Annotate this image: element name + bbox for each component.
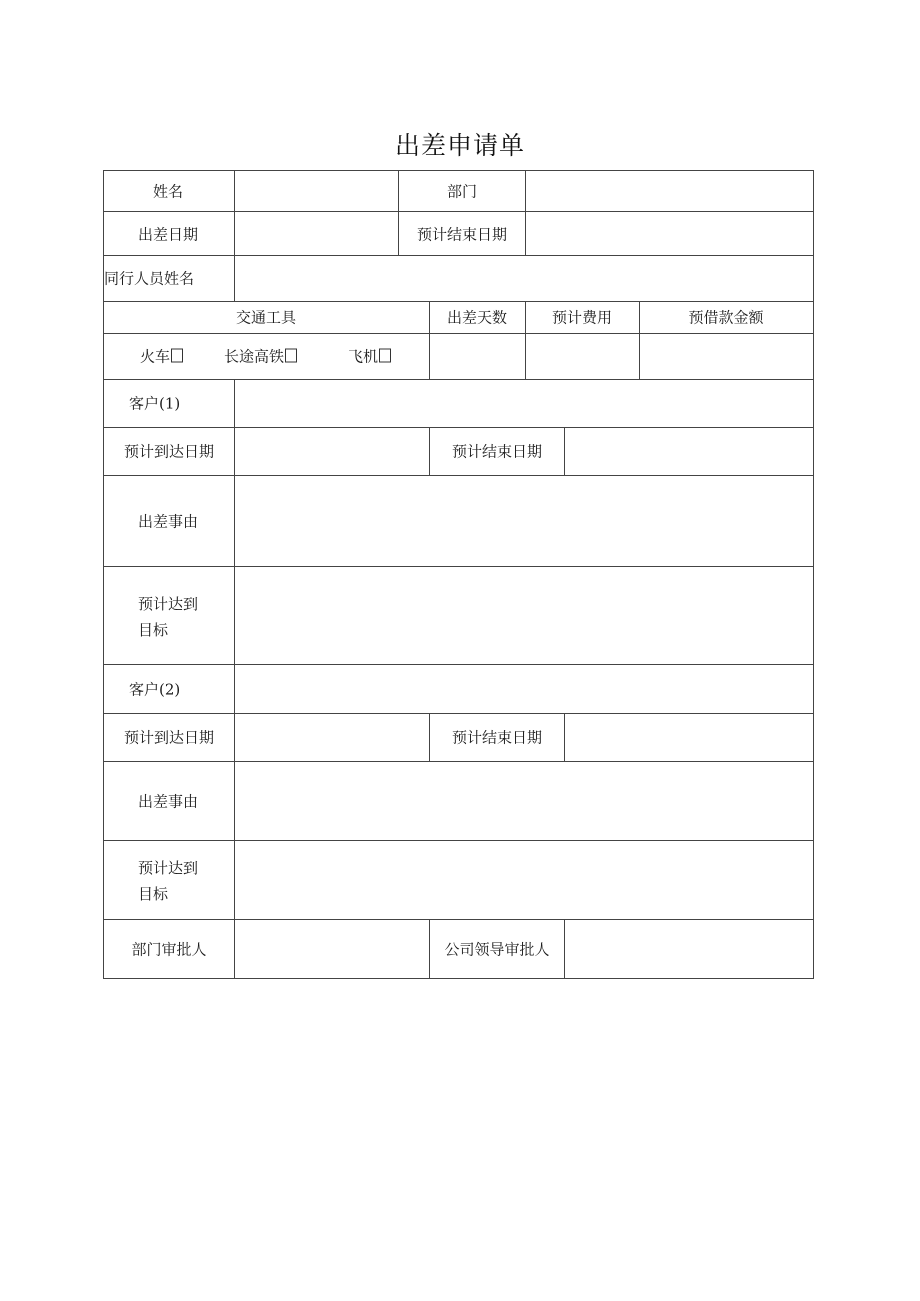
leader-approver-field[interactable] — [565, 920, 813, 978]
label-end-date-1: 预计结束日期 — [451, 442, 543, 461]
label-dept-approver: 部门审批人 — [131, 940, 207, 959]
label-goal-2-line1: 预计达到 — [138, 859, 199, 877]
label-client-1: 客户(1) — [129, 394, 181, 413]
label-reason-2: 出差事由 — [137, 792, 199, 811]
hsr-checkbox[interactable] — [285, 349, 297, 363]
hsr-label: 长途高铁 — [224, 347, 285, 366]
label-arrival-date-1: 预计到达日期 — [123, 442, 215, 461]
travel-request-form — [103, 170, 814, 979]
end-date-1-field[interactable] — [565, 428, 813, 475]
goal-2-field[interactable] — [235, 841, 817, 923]
label-arrival-date-2: 预计到达日期 — [123, 728, 215, 747]
transport-option-train[interactable] — [140, 346, 183, 367]
companions-field[interactable] — [235, 256, 813, 301]
label-end-date-2: 预计结束日期 — [451, 728, 543, 747]
plane-checkbox[interactable] — [379, 349, 391, 363]
plane-label: 飞机 — [348, 347, 379, 366]
end-date-2-field[interactable] — [565, 714, 813, 761]
arrival-date-1-field[interactable] — [235, 428, 429, 475]
estimated-cost-field[interactable] — [526, 334, 639, 379]
goal-1-field[interactable] — [235, 567, 817, 668]
label-trip-days: 出差天数 — [446, 308, 508, 327]
dept-approver-field[interactable] — [235, 920, 429, 978]
label-expected-end-date: 预计结束日期 — [416, 225, 508, 244]
name-field[interactable] — [235, 171, 398, 211]
reason-1-field[interactable] — [235, 476, 817, 570]
reason-2-field[interactable] — [235, 762, 817, 844]
label-goal-1-line1: 预计达到 — [138, 595, 199, 613]
client-1-field[interactable] — [235, 380, 813, 427]
department-field[interactable] — [526, 171, 813, 211]
label-transport: 交通工具 — [235, 308, 297, 327]
label-reason-1: 出差事由 — [137, 512, 199, 531]
client-2-field[interactable] — [235, 665, 813, 713]
train-label: 火车 — [140, 347, 171, 366]
transport-option-hsr[interactable] — [224, 346, 297, 367]
expected-end-date-field[interactable] — [526, 212, 813, 255]
label-goal-2-line2: 目标 — [138, 885, 169, 903]
arrival-date-2-field[interactable] — [235, 714, 429, 761]
label-department: 部门 — [446, 182, 478, 201]
advance-amount-field[interactable] — [640, 334, 813, 379]
label-estimated-cost: 预计费用 — [551, 308, 613, 327]
label-advance-amount: 预借款金额 — [688, 308, 764, 327]
form-title: 出差申请单 — [394, 131, 525, 160]
label-trip-date: 出差日期 — [137, 225, 199, 244]
label-name: 姓名 — [152, 182, 184, 201]
label-leader-approver: 公司领导审批人 — [444, 940, 550, 959]
trip-days-field[interactable] — [430, 334, 525, 379]
transport-option-plane[interactable] — [348, 346, 391, 367]
label-companions: 同行人员姓名 — [104, 269, 195, 288]
label-goal-1-line2: 目标 — [138, 621, 169, 639]
trip-date-field[interactable] — [235, 212, 398, 255]
label-client-2: 客户(2) — [129, 680, 181, 699]
train-checkbox[interactable] — [171, 349, 183, 363]
